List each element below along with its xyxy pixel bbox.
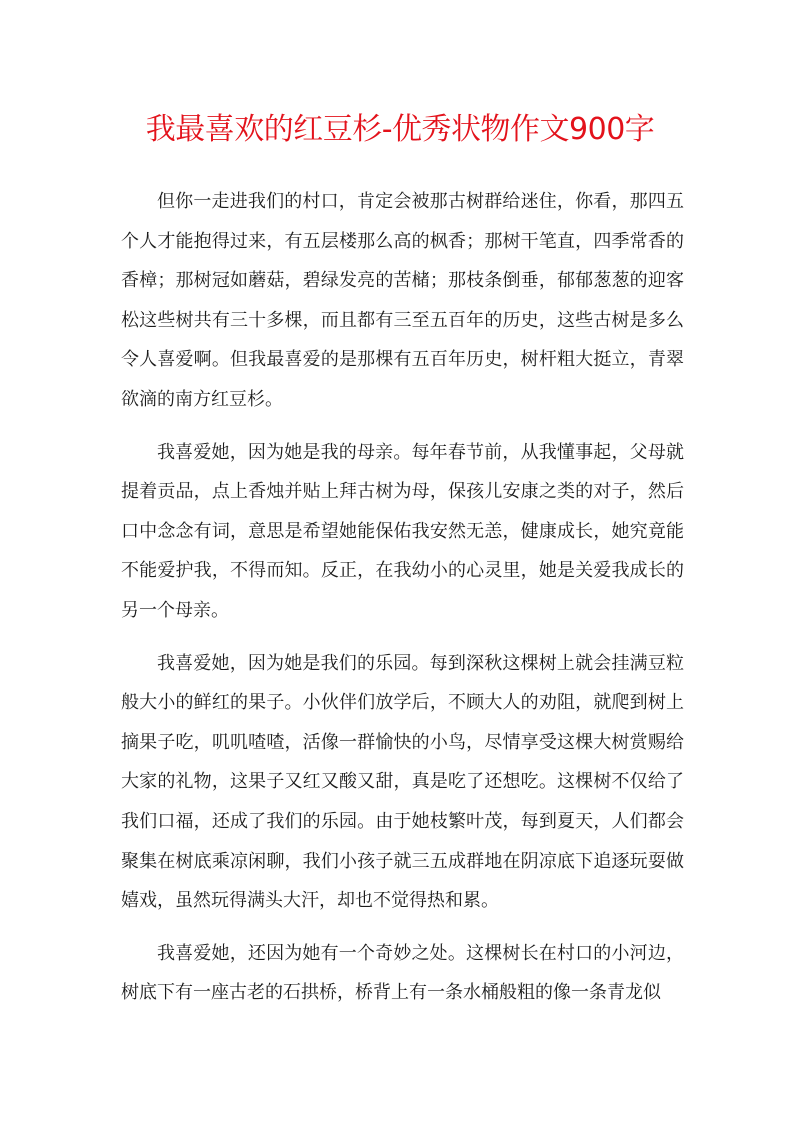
paragraph: 我喜爱她，还因为她有一个奇妙之处。这棵树长在村口的小河边，树底下有一座古老的石拱桥，桥背上有一条水桶般粗的像一条青龙似 — [121, 942, 684, 1004]
paragraph: 但你一走进我们的村口，肯定会被那古树群给迷住，你看，那四五个人才能抱得过来，有五层楼那么高的枫香；那树干笔直，四季常香的香樟；那树冠如蘑菇，碧绿发亮的苦槠；那枝条倒垂，郁郁葱葱的迎客松这些树共有三十多棵，而且都有三至五百年的历史，这些古树是多么令人喜爱啊。但我最喜爱的是那棵有五百年历史，树杆粗大挺立，青翠欲滴的南方红豆杉。 — [121, 191, 684, 410]
paragraph: 我喜爱她，因为她是我的母亲。每年春节前，从我懂事起，父母就提着贡品，点上香烛并贴上拜古树为母，保孩儿安康之类的对子，然后口中念念有词，意思是希望她能保佑我安然无恙，健康成长，她究竟能不能爱护我，不得而知。反正，在我幼小的心灵里，她是关爱我成长的另一个母亲。 — [121, 441, 684, 621]
document-body — [121, 182, 684, 1026]
paragraph: 我喜爱她，因为她是我们的乐园。每到深秋这棵树上就会挂满豆粒般大小的鲜红的果子。小伙伴们放学后，不顾大人的劝阻，就爬到树上摘果子吃，叽叽喳喳，活像一群愉快的小鸟，尽情享受这棵大树赏赐给大家的礼物，这果子又红又酸又甜，真是吃了还想吃。这棵树不仅给了我们口福，还成了我们的乐园。由于她枝繁叶茂，每到夏天，人们都会聚集在树底乘凉闲聊，我们小孩子就三五成群地在阴凉底下追逐玩耍做嬉戏，虽然玩得满头大汗，却也不觉得热和累。 — [121, 652, 684, 912]
document-title: 我最喜欢的红豆杉-优秀状物作文900字 — [145, 112, 655, 147]
